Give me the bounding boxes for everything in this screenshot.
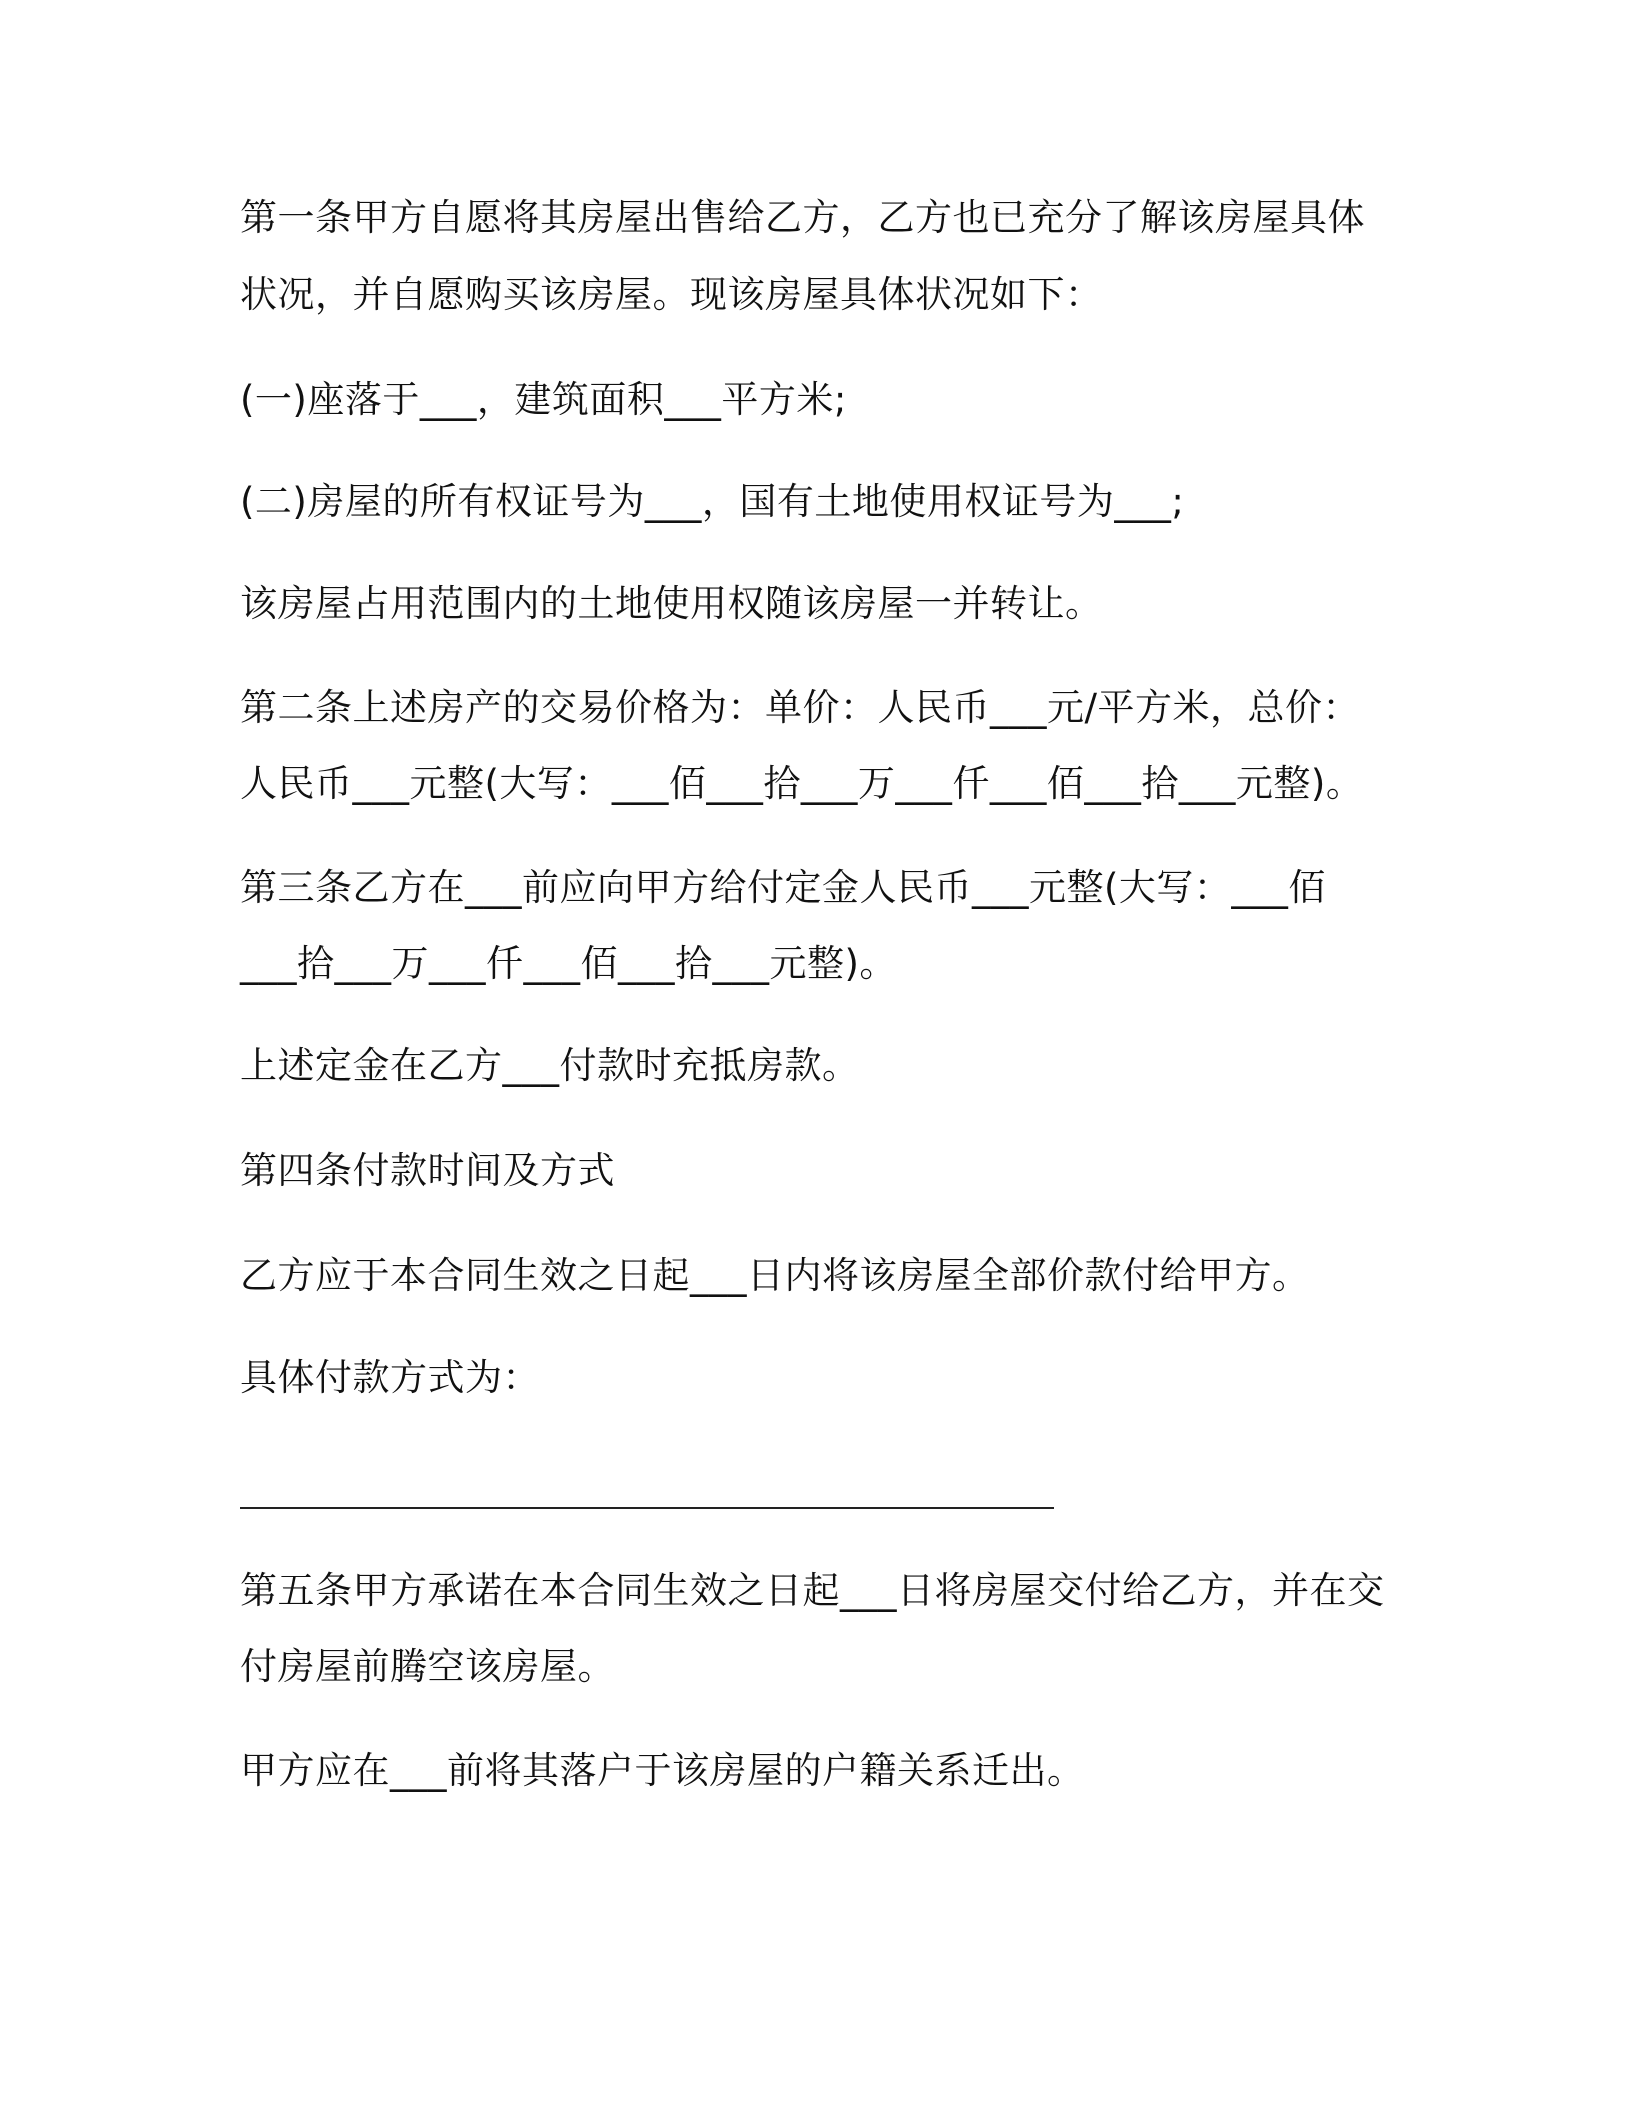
article-5-line-1: 第五条甲方承诺在本合同生效之日起___日将房屋交付给乙方，并在交 (240, 1569, 1385, 1612)
land-use-right-transfer: 该房屋占用范围内的土地使用权随该房屋一并转让。 (240, 582, 1103, 625)
article-3-line-2: ___拾___万___仟___佰___拾___元整)。 (240, 942, 897, 985)
household-registration: 甲方应在___前将其落户于该房屋的户籍关系迁出。 (240, 1749, 1085, 1792)
payment-deadline: 乙方应于本合同生效之日起___日内将该房屋全部价款付给甲方。 (240, 1254, 1310, 1297)
payment-method-blank (240, 1507, 1054, 1509)
item-1-location: (一)座落于___，建筑面积___平方米; (240, 378, 847, 421)
article-4-heading: 第四条付款时间及方式 (240, 1149, 615, 1192)
item-2-certificates: (二)房屋的所有权证号为___，国有土地使用权证号为___; (240, 480, 1185, 523)
article-1-line-1: 第一条甲方自愿将其房屋出售给乙方，乙方也已充分了解该房屋具体 (240, 196, 1365, 239)
deposit-offset: 上述定金在乙方___付款时充抵房款。 (240, 1044, 860, 1087)
payment-method-label: 具体付款方式为： (240, 1356, 540, 1399)
article-2-line-1: 第二条上述房产的交易价格为：单价：人民币___元/平方米，总价： (240, 686, 1360, 729)
article-2-line-2: 人民币___元整(大写：___佰___拾___万___仟___佰___拾___元整)。 (240, 762, 1364, 805)
article-3-line-1: 第三条乙方在___前应向甲方给付定金人民币___元整(大写：___佰 (240, 866, 1326, 909)
article-5-line-2: 付房屋前腾空该房屋。 (240, 1645, 615, 1688)
article-1-line-2: 状况，并自愿购买该房屋。现该房屋具体状况如下： (240, 273, 1103, 316)
